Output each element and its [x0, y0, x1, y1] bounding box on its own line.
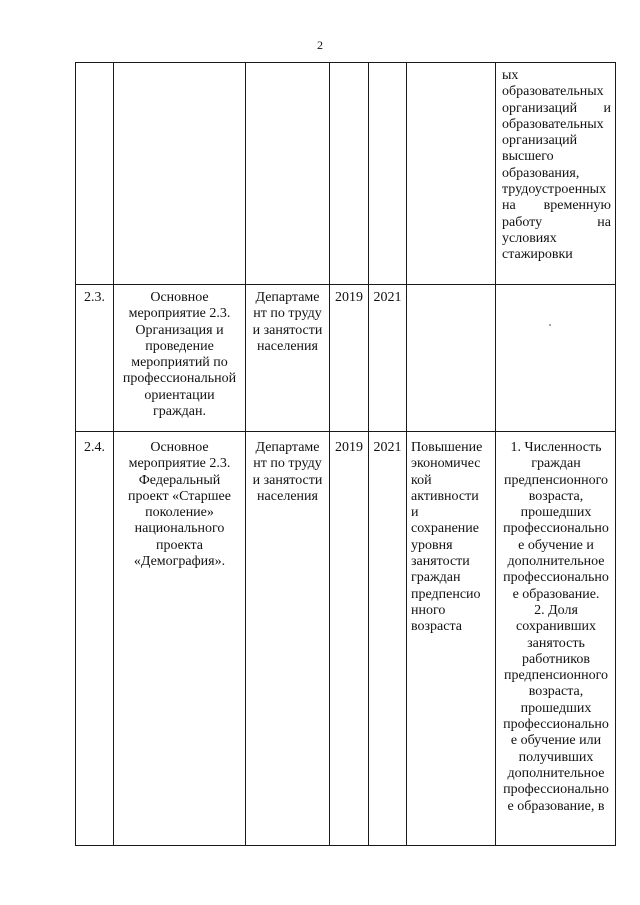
text-line: национального [134, 521, 225, 537]
text-line [502, 215, 611, 231]
text-line: возраста, [528, 488, 584, 504]
text-line: проект «Старшее [128, 488, 231, 504]
row-divider [75, 431, 616, 432]
text-line: граждан [531, 456, 581, 472]
text-line: высшего [502, 149, 554, 165]
text-line: профессионально [503, 782, 609, 798]
text-line: Повышение [411, 440, 483, 455]
end-year: 2021 [373, 440, 402, 455]
text-line: профессионально [503, 570, 609, 586]
text-line: экономичес [411, 456, 481, 472]
text-line: профессионально [503, 521, 609, 537]
text-line: организаций и [502, 100, 611, 116]
text-line: нт по труду [253, 456, 322, 472]
start-year: 2019 [335, 440, 363, 455]
executor-cell [246, 290, 329, 355]
text-line: мероприятий по [131, 355, 228, 371]
executor-cell [246, 440, 329, 505]
text-line: получивших [518, 749, 594, 765]
text-line: образовательных [502, 84, 604, 100]
text-line: Департаме [255, 290, 320, 305]
text-line: ориентации [144, 387, 215, 403]
row-number: 2.3. [84, 290, 105, 305]
text-line: 1. Численность [510, 440, 602, 455]
text-line: и занятости [252, 322, 323, 338]
row-number: 2.4. [84, 440, 105, 455]
column-divider [615, 62, 616, 846]
event-cell [114, 440, 245, 570]
text-line: Основное [150, 440, 209, 455]
text-line [502, 101, 611, 117]
text-line: мероприятие 2.3. [128, 456, 231, 472]
event-cell [114, 290, 245, 420]
text-line: работников [522, 651, 590, 667]
text-line: проведение [145, 338, 214, 354]
text-line: предпенсионного [504, 668, 608, 684]
text-line: граждан [411, 570, 461, 586]
text-line: образования, [502, 165, 580, 181]
text-line: дополнительное [507, 554, 605, 570]
text-line: активности [411, 488, 479, 504]
text-line [502, 198, 611, 214]
text-line: поколение» [145, 505, 214, 521]
text-line: нного [411, 602, 446, 618]
text-line: е обучение или [510, 733, 602, 749]
text-line: предпенсионного [504, 472, 608, 488]
text-line: «Демография». [133, 554, 226, 570]
text-line: нт по труду [253, 306, 322, 322]
text-line: Департаме [255, 440, 320, 455]
end-year: 2021 [373, 290, 402, 305]
text-line: занятости [411, 554, 470, 570]
continuation-indicator-cell [502, 68, 611, 264]
text-line: организаций [502, 133, 578, 149]
text-line: сохранение [411, 521, 479, 537]
text-line: на временную [502, 198, 611, 214]
row-divider [75, 284, 616, 285]
scan-speck [549, 324, 551, 326]
text-line: кой [411, 472, 432, 488]
text-line: е образование. [512, 586, 600, 602]
text-line: 2. Доля [534, 602, 578, 618]
text-line: проекта [156, 537, 203, 553]
column-divider [406, 62, 407, 846]
text-line: населения [257, 488, 318, 504]
text-line: образовательных [502, 116, 604, 132]
text-line: сохранивших [516, 619, 596, 635]
text-line: ых [502, 68, 519, 83]
column-divider [495, 62, 496, 846]
text-line: профессиональной [122, 371, 237, 387]
text-line: возраста [411, 619, 462, 635]
result-cell [411, 440, 495, 636]
text-line: работу на [502, 214, 611, 230]
text-line: и занятости [252, 472, 323, 488]
text-line: и [411, 505, 419, 521]
text-line: Федеральный [138, 472, 221, 488]
text-line: возраста, [528, 684, 584, 700]
text-line: прошедших [520, 700, 592, 716]
text-line: условиях [502, 230, 557, 246]
text-line: граждан. [153, 404, 206, 420]
text-line: профессионально [503, 717, 609, 733]
page-number: 2 [317, 38, 323, 52]
text-line: стажировки [502, 247, 573, 263]
text-line: предпенсио [411, 586, 481, 602]
start-year: 2019 [335, 290, 363, 305]
text-line: мероприятие 2.3. [128, 306, 231, 322]
text-line: Организация и [135, 322, 224, 338]
text-line: Основное [150, 290, 209, 305]
table-top-border [75, 62, 616, 63]
text-line: е образование, в [507, 798, 605, 814]
indicator-cell [497, 440, 615, 815]
text-line: уровня [411, 537, 453, 553]
text-line: дополнительное [507, 765, 605, 781]
text-line: е обучение и [518, 537, 594, 553]
text-line: занятость [527, 635, 585, 651]
text-line: трудоустроенных [502, 182, 607, 198]
text-line: прошедших [520, 505, 592, 521]
text-line: населения [257, 338, 318, 354]
table-bottom-border [75, 845, 616, 846]
